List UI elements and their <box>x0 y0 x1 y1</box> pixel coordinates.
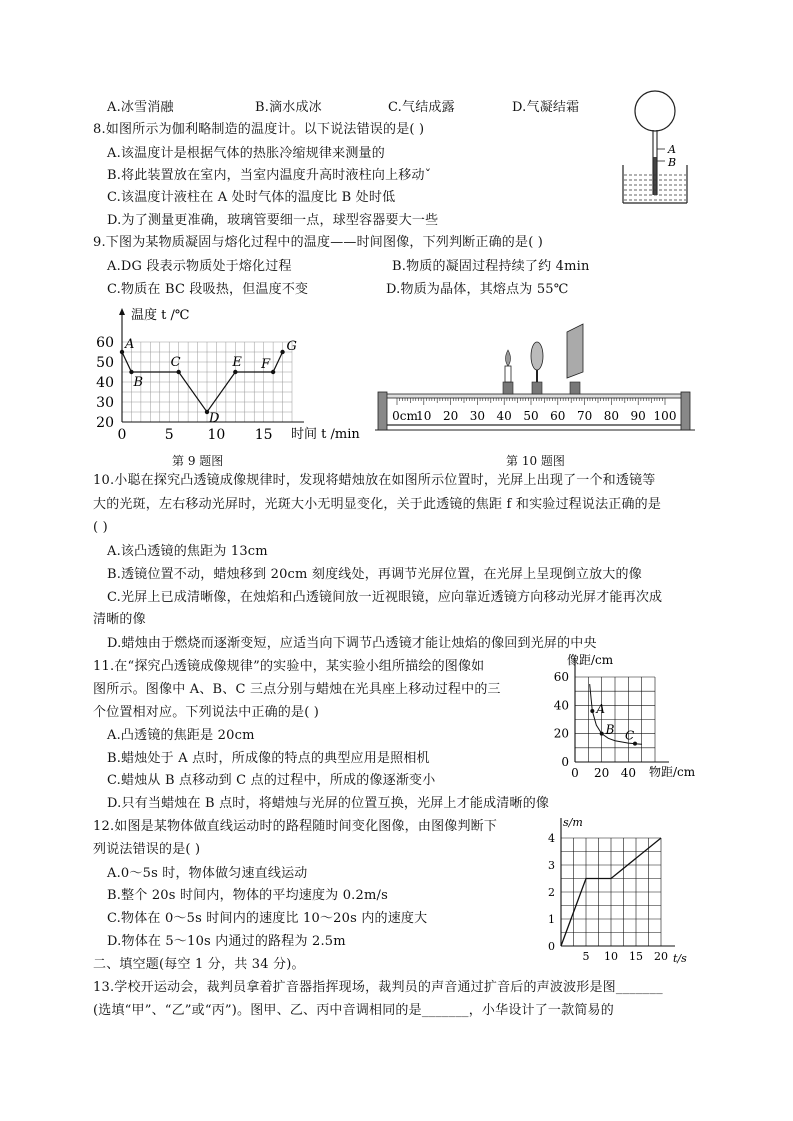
distance-time-chart <box>535 812 695 967</box>
y-tick-label: 40 <box>553 698 569 713</box>
x-tick-label: 20 <box>594 766 610 780</box>
figure-9-caption: 第 9 题图 <box>172 454 224 468</box>
q9-option-d: D.物质为晶体，其熔点为 55℃ <box>386 282 569 297</box>
bench-tick-label: 40 <box>496 409 512 423</box>
y-tick-label: 60 <box>553 670 569 684</box>
q10-stem-line1: 10.小聪在探究凸透镜成像规律时，发现将蜡烛放在如图所示位置时，光屏上出现了一个和透镜等 <box>93 473 656 488</box>
point-label-d: D <box>209 411 220 426</box>
x-tick-label: 5 <box>164 427 174 443</box>
bench-tick-label: 10 <box>416 409 432 423</box>
bench-tick-label: 50 <box>523 409 539 423</box>
q12-option-b: B.整个 20s 时间内，物体的平均速度为 0.2m/s <box>107 888 388 903</box>
q13-line2: (选填“甲”、“乙”或“丙”)。图甲、乙、丙中音调相同的是_______，小华设计了一款简易的 <box>93 1003 614 1018</box>
y-tick-label: 0 <box>561 755 569 769</box>
y-axis-label: 温度 t /℃ <box>131 308 190 323</box>
q9-option-b: B.物质的凝固过程持续了约 4min <box>392 259 590 274</box>
q8-stem: 8.如图所示为伽利略制造的温度计。以下说法错误的是( ) <box>93 122 425 137</box>
q8-option-b: B.将此装置放在室内，当室内温度升高时液柱向上移动ˇ <box>107 168 432 183</box>
label-b: B <box>668 156 677 169</box>
x-tick-label: 20 <box>654 950 668 963</box>
point-label-f: F <box>261 357 271 372</box>
y-axis-arrow <box>119 308 125 315</box>
q11-option-a: A.凸透镜的焦距是 20cm <box>107 728 255 743</box>
point-b <box>600 732 604 736</box>
y-tick-label: 20 <box>96 415 114 431</box>
x-axis-label: 时间 t /min <box>291 427 360 442</box>
y-tick-label: 60 <box>96 335 114 351</box>
section-2-title: 二、填空题(每空 1 分，共 34 分)。 <box>93 957 305 972</box>
q10-option-d: D.蜡烛由于燃烧而逐渐变短，应适当向下调节凸透镜才能让烛焰的像回到光屏的中央 <box>107 636 597 651</box>
q10-stem-line3: ( ) <box>93 520 108 535</box>
q8-option-c: C.该温度计液柱在 A 处时气体的温度比 B 处时低 <box>107 190 396 205</box>
q13-line1: 13.学校开运动会，裁判员拿着扩音器指挥现场，裁判员的声音通过扩音后的声波波形是图_______ <box>93 980 663 995</box>
q9-option-a: A.DG 段表示物质处于熔化过程 <box>107 259 292 274</box>
q12-stem-line1: 12.如图是某物体做直线运动时的路程随时间变化图像，由图像判断下 <box>93 819 498 834</box>
q10-option-a: A.该凸透镜的焦距为 13cm <box>107 544 268 559</box>
bench-tick-label: 80 <box>603 409 620 423</box>
x-axis-label: 物距/cm <box>649 765 696 779</box>
x-tick-label: 15 <box>254 427 273 443</box>
candle <box>503 350 513 394</box>
point-label-c: C <box>625 728 635 743</box>
convex-lens <box>531 342 543 394</box>
bench-tick-label: 20 <box>442 409 459 423</box>
point-label-a: A <box>596 702 606 716</box>
point-label-g: G <box>286 339 297 354</box>
q7-option-c: C.气结成露 <box>388 100 455 115</box>
q11-option-c: C.蜡烛从 B 点移动到 C 点的过程中，所成的像逐渐变小 <box>107 773 436 788</box>
light-screen <box>567 324 583 394</box>
q10-stem-line2: 大的光斑，左右移动光屏时，光斑大小无明显变化，关于此透镜的焦距 f 和实验过程说法正确的是 <box>93 497 662 512</box>
y-tick-label: 3 <box>548 859 555 872</box>
point-label-b: B <box>605 722 615 737</box>
q11-option-d: D.只有当蜡烛在 B 点时，将蜡烛与光屏的位置互换，光屏上才能成清晰的像 <box>107 796 550 811</box>
point-f <box>271 370 275 374</box>
q7-option-a: A.冰雪消融 <box>107 100 174 115</box>
y-tick-label: 20 <box>553 726 569 741</box>
optical-bench-figure <box>375 322 700 437</box>
q11-stem-line1: 11.在“探究凸透镜成像规律”的实验中，某实验小组所描绘的图像如 <box>93 659 485 674</box>
bench-tick-label: 30 <box>469 409 486 423</box>
point-b <box>129 370 133 374</box>
point-label-e: E <box>232 355 242 370</box>
q9-stem: 9.下图为某物质凝固与熔化过程中的温度——时间图像，下列判断正确的是( ) <box>93 235 544 250</box>
q12-option-a: A.0～5s 时，物体做匀速直线运动 <box>107 866 308 881</box>
q10-option-c: C.光屏上已成清晰像，在烛焰和凸透镜间放一近视眼镜，应向靠近透镜方向移动光屏才能再次成 <box>107 590 663 605</box>
bench-tick-label: 90 <box>630 409 646 423</box>
x-tick-label: 5 <box>582 950 590 963</box>
q10-option-c-cont: 清晰的像 <box>93 612 146 627</box>
y-tick-label: 1 <box>548 913 555 926</box>
point-e <box>233 370 237 374</box>
x-tick-label: 0 <box>571 766 579 780</box>
y-tick-label: 4 <box>548 832 555 845</box>
y-tick-label: 30 <box>96 395 114 411</box>
q11-option-b: B.蜡烛处于 A 点时，所成像的特点的典型应用是照相机 <box>107 751 430 766</box>
point-c <box>176 370 180 374</box>
figure-10-caption: 第 10 题图 <box>506 454 565 468</box>
x-tick-label: 10 <box>604 950 618 963</box>
q9-option-c: C.物质在 BC 段吸热，但温度不变 <box>107 282 309 297</box>
y-tick-label: 0 <box>548 940 555 953</box>
y-tick-label: 40 <box>96 375 114 391</box>
label-a: A <box>668 143 676 156</box>
q12-option-c: C.物体在 0～5s 时间内的速度比 10～20s 内的速度大 <box>107 911 428 926</box>
point-g <box>280 350 284 354</box>
bench-tick-label: 70 <box>576 409 593 423</box>
q10-option-b: B.透镜位置不动，蜡烛移到 20cm 刻度线处，再调节光屏位置，在光屏上呈现倒立放大的像 <box>107 567 642 582</box>
q11-stem-line2: 图所示。图像中 A、B、C 三点分别与蜡烛在光具座上移动过程中的三 <box>93 682 501 697</box>
q12-stem-line2: 列说法错误的是( ) <box>93 842 201 857</box>
q11-stem-line3: 个位置相对应。下列说法中正确的是( ) <box>93 705 320 720</box>
y-axis-label: s/m <box>563 816 583 829</box>
q8-option-d: D.为了测量更准确，玻璃管要细一点，球型容器要大一些 <box>107 213 439 228</box>
x-tick-label: 40 <box>620 766 636 780</box>
galileo-thermometer-figure <box>615 85 695 210</box>
x-tick-label: 10 <box>207 427 226 443</box>
q12-option-d: D.物体在 5～10s 内通过的路程为 2.5m <box>107 934 346 949</box>
point-a <box>590 709 594 713</box>
point-label-b: B <box>133 375 144 390</box>
point-label-a: A <box>125 337 135 352</box>
point-a <box>120 350 124 354</box>
point-label-c: C <box>170 355 181 370</box>
bench-tick-label: 100 <box>653 409 677 423</box>
y-axis-label: 像距/cm <box>567 653 614 667</box>
bench-tick-label: 0cm <box>392 409 418 423</box>
q7-option-b: B.滴水成冰 <box>255 100 322 115</box>
x-tick-label: 0 <box>117 427 127 443</box>
q8-option-a: A.该温度计是根据气体的热胀冷缩规律来测量的 <box>107 146 385 161</box>
y-tick-label: 50 <box>96 355 114 371</box>
y-tick-label: 2 <box>548 886 555 899</box>
q7-option-d: D.气凝结霜 <box>512 100 580 115</box>
x-tick-label: 15 <box>629 950 643 963</box>
x-axis-label: t/s <box>673 952 687 965</box>
temperature-time-chart <box>95 305 370 445</box>
bench-tick-label: 60 <box>550 409 566 423</box>
image-distance-chart <box>535 650 705 785</box>
